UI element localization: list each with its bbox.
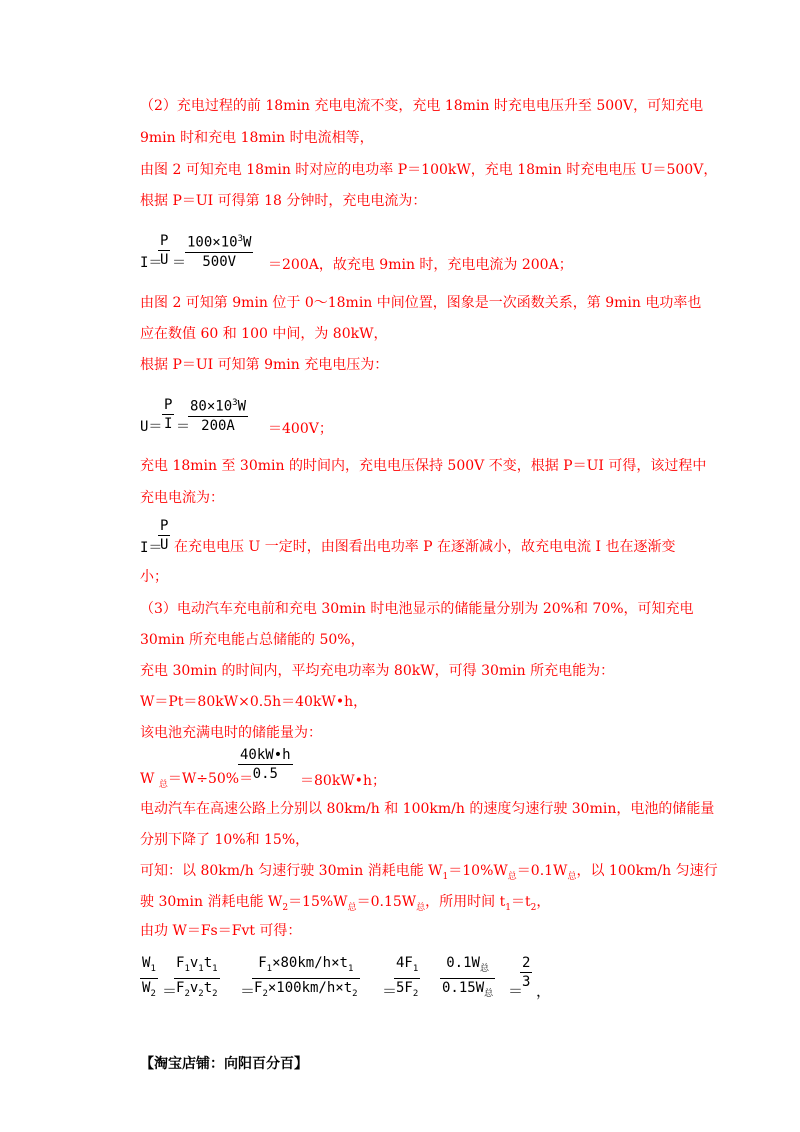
- numerator: P: [164, 397, 173, 413]
- equation-total-energy: [140, 746, 440, 790]
- eq-sign: ＝: [382, 982, 398, 1000]
- text-line: 充电 18min 至 30min 的时间内，充电电压保持 500V 不变，根据 P＝UI 可得，该过程中: [140, 458, 707, 474]
- denominator: 200A: [201, 417, 235, 434]
- text-line: 由功 W＝Fs＝Fvt 可得：: [140, 923, 302, 939]
- fraction-speeds: $\frac{F_1\times 80km/h\times t_1}{F_2\times 100km/h\times t_2}$: [254, 955, 358, 999]
- fraction-power-over-voltage: [185, 230, 253, 271]
- text-line: 9min 时和充电 18min 时电流相等，: [140, 130, 374, 146]
- text-line: 30min 所充电能占总储能的 50%，: [140, 632, 365, 648]
- eq-lhs: I＝: [140, 255, 163, 271]
- fraction-p-over-u: [158, 517, 170, 554]
- unit: W: [243, 234, 252, 251]
- fraction-result: $\frac{2}{3}$: [522, 955, 531, 990]
- eq-sign: ＝: [162, 982, 178, 1000]
- fraction-power-over-current: [188, 394, 248, 435]
- text-line: 小；: [140, 569, 168, 585]
- equation-work-ratio: [140, 950, 560, 1006]
- numerator: 80×10: [190, 398, 233, 415]
- exponent: 3: [232, 398, 238, 408]
- text-line: 该电池充满电时的储能量为：: [140, 725, 322, 741]
- numerator: 100×10: [187, 234, 238, 251]
- text-line: 在充电电压 U 一定时，由图看出电功率 P 在逐渐减小，故充电电流 I 也在逐渐变: [174, 539, 676, 555]
- text-line: 分别下降了 10%和 15%，: [140, 832, 310, 848]
- text-line: 根据 P＝UI 可知第 9min 充电电压为：: [140, 357, 389, 373]
- text-line: 由图 2 可知充电 18min 时对应的电功率 P＝100kW，充电 18min 时充电电压 U＝500V，: [140, 162, 718, 178]
- unit: W: [237, 398, 247, 415]
- eq-sign: ＝: [172, 255, 186, 271]
- eq-lhs: I＝: [140, 540, 163, 556]
- text-line: （2）充电过程的前 18min 充电电流不变，充电 18min 时充电电压升至 500V，可知充电: [140, 98, 704, 114]
- fraction-fvt: $\frac{F_1v_1t_1}{F_2v_2t_2}$: [176, 955, 218, 999]
- text-line: 电动汽车在高速公路上分别以 80km/h 和 100km/h 的速度匀速行驶 30min，电池的储能量: [140, 801, 715, 817]
- numerator: 40kW•h: [240, 747, 291, 763]
- fraction-p-over-i: [162, 396, 174, 433]
- subscript-total: 总: [158, 779, 168, 790]
- eq-result: ＝400V；: [268, 421, 333, 437]
- text-line: 充电 30min 的时间内，平均充电功率为 80kW，可得 30min 所充电能为：: [140, 663, 615, 679]
- fraction-p-over-u: [158, 232, 170, 269]
- fraction-energies: $0.1W_总$ $0.15W_总$: [442, 955, 494, 999]
- eq-result: ＝200A，故充电 9min 时，充电电流为 200A；: [268, 257, 573, 273]
- exponent: 3: [237, 234, 243, 244]
- text-line: 驶 30min 消耗电能 $W_2=15\%W_总=0.15W_总$，所用时间 $t_1=t_2$，: [140, 894, 551, 913]
- denominator: I: [164, 416, 173, 432]
- eq-sign: ＝: [176, 419, 190, 435]
- fraction-energy-over-ratio: [238, 746, 293, 783]
- denominator: 0.5: [252, 766, 278, 782]
- fraction-w1-over-w2: $\frac{W_1}{W_2}$: [142, 955, 156, 999]
- denominator: 500V: [202, 253, 237, 270]
- eq-lhs: U＝: [140, 419, 163, 435]
- text-line: （3）电动汽车充电前和充电 30min 时电池显示的储能量分别为 20%和 70%，可知充电: [140, 601, 694, 617]
- text-line: 可知：以 80km/h 匀速行驶 30min 消耗电能 $W_1=10\%W_总=0.1W_总$，以 100km/h 匀速行: [140, 863, 718, 882]
- denominator: U: [160, 537, 169, 553]
- eq-sign: ＝: [240, 982, 256, 1000]
- numerator: P: [160, 233, 169, 249]
- fraction-forces: $\frac{4F_1}{5F_2}$: [396, 955, 419, 999]
- numerator: P: [160, 518, 169, 534]
- eq-result: ＝80kW•h；: [300, 773, 386, 789]
- equation-current-18min: [140, 230, 620, 272]
- eq-sign: ＝: [508, 982, 524, 1000]
- text-line: W＝Pt＝80kW×0.5h＝40kW•h，: [140, 694, 368, 710]
- eq-end: ，: [536, 982, 552, 1000]
- equation-voltage-9min: [140, 394, 460, 436]
- footer-store: 【淘宝店铺：向阳百分百】: [140, 1056, 308, 1072]
- eq-lhs: W $_总$＝W÷50%＝: [140, 771, 254, 790]
- text-line: 应在数值 60 和 100 中间，为 80kW，: [140, 326, 388, 342]
- text-line: 根据 P＝UI 可得第 18 分钟时，充电电流为：: [140, 193, 427, 209]
- text-line: 充电电流为：: [140, 490, 224, 506]
- text-line: 由图 2 可知第 9min 位于 0～18min 中间位置，图象是一次函数关系，第 9min 电功率也: [140, 295, 702, 311]
- denominator: U: [160, 252, 169, 268]
